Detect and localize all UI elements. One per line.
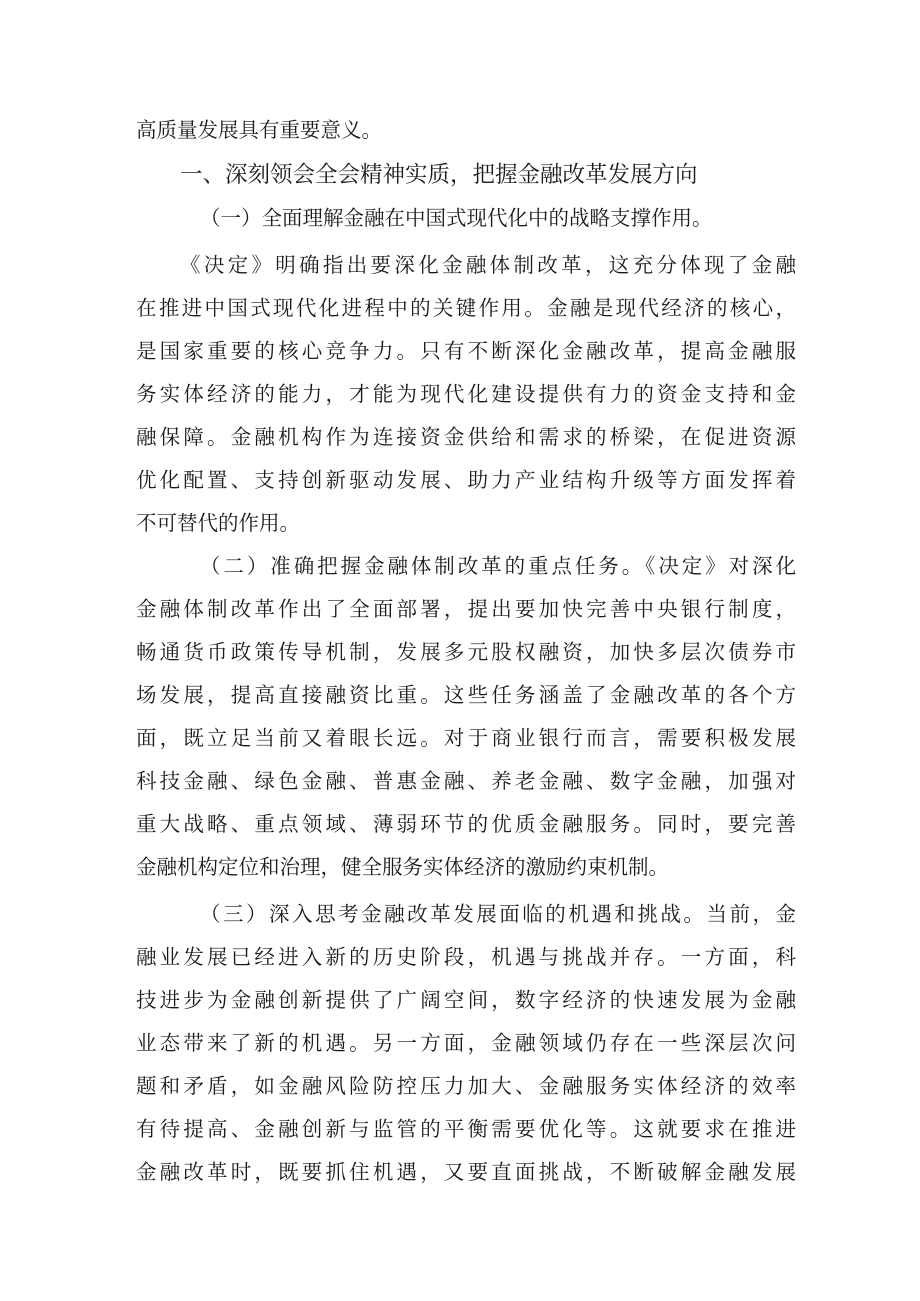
paragraph-line: 科技金融、绿色金融、普惠金融、养老金融、数字金融，加强对 bbox=[136, 769, 796, 793]
paragraph-line: 优化配置、支持创新驱动发展、助力产业结构升级等方面发挥着 bbox=[136, 468, 796, 492]
paragraph-line: 业态带来了新的机遇。另一方面，金融领域仍存在一些深层次问 bbox=[136, 1031, 796, 1055]
paragraph-line: 题和矛盾，如金融风险防控压力加大、金融服务实体经济的效率 bbox=[136, 1074, 796, 1098]
paragraph-line: （三）深入思考金融改革发展面临的机遇和挑战。当前，金 bbox=[200, 902, 796, 926]
paragraph-line: 务实体经济的能力，才能为现代化建设提供有力的资金支持和金 bbox=[136, 382, 796, 406]
paragraph-line: 金融机构定位和治理，健全服务实体经济的激励约束机制。 bbox=[136, 855, 669, 879]
paragraph-line: 在推进中国式现代化进程中的关键作用。金融是现代经济的核心， bbox=[136, 296, 796, 320]
paragraph-line: 场发展，提高直接融资比重。这些任务涵盖了金融改革的各个方 bbox=[136, 683, 796, 707]
paragraph-line: 高质量发展具有重要意义。 bbox=[136, 118, 382, 142]
paragraph-line: 融保障。金融机构作为连接资金供给和需求的桥梁，在促进资源 bbox=[136, 425, 796, 449]
paragraph-line: 《决定》明确指出要深化金融体制改革，这充分体现了金融 bbox=[180, 253, 796, 277]
subsection-heading: （一）全面理解金融在中国式现代化中的战略支撑作用。 bbox=[200, 206, 713, 230]
section-heading: 一、深刻领会全会精神实质，把握金融改革发展方向 bbox=[180, 162, 698, 188]
paragraph-line: 有待提高、金融创新与监管的平衡需要优化等。这就要求在推进 bbox=[136, 1117, 796, 1141]
paragraph-line: 融业发展已经进入新的历史阶段，机遇与挑战并存。一方面，科 bbox=[136, 945, 796, 969]
paragraph-line: 是国家重要的核心竞争力。只有不断深化金融改革，提高金融服 bbox=[136, 339, 796, 363]
paragraph-line: 重大战略、重点领域、薄弱环节的优质金融服务。同时，要完善 bbox=[136, 812, 796, 836]
paragraph-line: 技进步为金融创新提供了广阔空间，数字经济的快速发展为金融 bbox=[136, 988, 796, 1012]
paragraph-line: （二）准确把握金融体制改革的重点任务。《决定》对深化 bbox=[200, 554, 796, 578]
paragraph-line: 金融体制改革作出了全面部署，提出要加快完善中央银行制度， bbox=[136, 597, 796, 621]
paragraph-line: 畅通货币政策传导机制，发展多元股权融资，加快多层次债券市 bbox=[136, 640, 796, 664]
paragraph-line: 不可替代的作用。 bbox=[136, 511, 300, 535]
paragraph-line: 金融改革时，既要抓住机遇，又要直面挑战，不断破解金融发展 bbox=[136, 1160, 796, 1184]
paragraph-line: 面，既立足当前又着眼长远。对于商业银行而言，需要积极发展 bbox=[136, 726, 796, 750]
